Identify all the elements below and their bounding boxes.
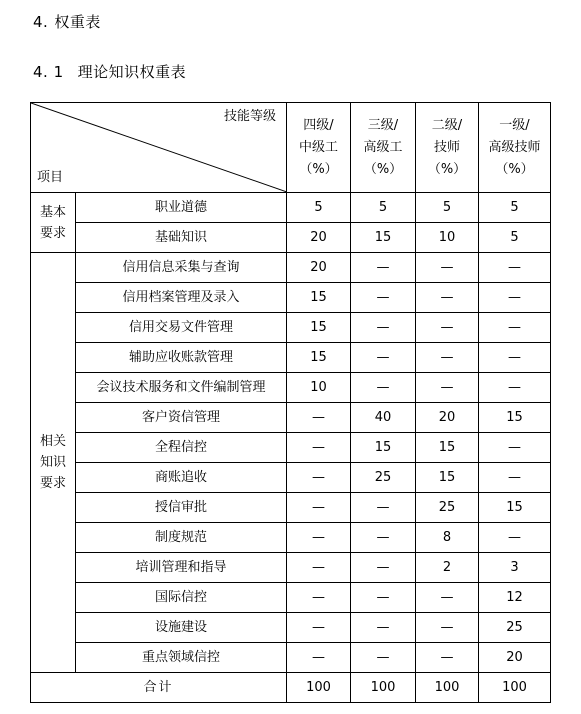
corner-header-cell: [31, 103, 287, 193]
subsection-heading: [33, 62, 186, 82]
item-cell: 培训管理和指导: [76, 553, 287, 583]
value-cell: —: [416, 613, 479, 643]
value-cell: —: [287, 643, 351, 673]
value-cell: —: [479, 523, 551, 553]
level-header-1: [287, 103, 351, 193]
table-row: [31, 463, 551, 493]
group-label-line: 基本: [39, 204, 66, 220]
value-cell: —: [351, 343, 416, 373]
total-row: [31, 673, 551, 703]
value-cell: 8: [416, 523, 479, 553]
value-cell: —: [479, 433, 551, 463]
item-cell: 重点领域信控: [76, 643, 287, 673]
value-cell: —: [416, 343, 479, 373]
item-cell: 全程信控: [76, 433, 287, 463]
value-cell: —: [351, 373, 416, 403]
item-cell: 基础知识: [76, 223, 287, 253]
level-header-line: 三级/: [367, 117, 399, 133]
table-row: [31, 433, 551, 463]
value-cell: 15: [351, 433, 416, 463]
value-cell: —: [351, 493, 416, 523]
level-header-3: [416, 103, 479, 193]
level-header-line: 二级/: [431, 117, 463, 133]
group-label-line: 要求: [39, 225, 66, 241]
table-row: [31, 523, 551, 553]
section-title: 权重表: [54, 13, 101, 31]
value-cell: —: [479, 283, 551, 313]
value-cell: —: [416, 313, 479, 343]
value-cell: —: [287, 523, 351, 553]
table-row: [31, 343, 551, 373]
item-cell: 信用交易文件管理: [76, 313, 287, 343]
value-cell: —: [287, 463, 351, 493]
value-cell: —: [351, 643, 416, 673]
level-header-line: （%）: [427, 161, 467, 177]
item-cell: 信用信息采集与查询: [76, 253, 287, 283]
table-row: [31, 373, 551, 403]
value-cell: 2: [416, 553, 479, 583]
value-cell: 3: [479, 553, 551, 583]
table-row: [31, 493, 551, 523]
group-label-line: 要求: [39, 476, 66, 491]
level-header-line: 高级工: [363, 139, 403, 155]
value-cell: —: [416, 373, 479, 403]
table-row: [31, 403, 551, 433]
value-cell: 25: [416, 493, 479, 523]
item-cell: 职业道德: [76, 193, 287, 223]
value-cell: 15: [416, 463, 479, 493]
value-cell: 10: [287, 373, 351, 403]
level-header-line: 中级工: [298, 139, 338, 155]
total-value-cell: 100: [479, 673, 551, 703]
value-cell: 5: [416, 193, 479, 223]
group-label-cell: [31, 253, 76, 673]
value-cell: —: [479, 463, 551, 493]
table-row: [31, 283, 551, 313]
total-value-cell: 100: [287, 673, 351, 703]
value-cell: —: [351, 283, 416, 313]
value-cell: 25: [351, 463, 416, 493]
value-cell: 10: [416, 223, 479, 253]
value-cell: 20: [416, 403, 479, 433]
section-number: 4.: [33, 13, 49, 31]
table-row: [31, 613, 551, 643]
value-cell: —: [287, 553, 351, 583]
value-cell: 5: [287, 193, 351, 223]
value-cell: 5: [479, 223, 551, 253]
value-cell: 20: [287, 253, 351, 283]
value-cell: —: [479, 253, 551, 283]
value-cell: —: [479, 313, 551, 343]
item-cell: 客户资信管理: [76, 403, 287, 433]
item-cell: 授信审批: [76, 493, 287, 523]
item-cell: 信用档案管理及录入: [76, 283, 287, 313]
value-cell: 12: [479, 583, 551, 613]
level-header-line: （%）: [299, 161, 338, 177]
total-value-cell: 100: [351, 673, 416, 703]
subsection-number: 4. 1: [33, 63, 64, 81]
group-label-line: 知识: [39, 455, 66, 470]
table-row: [31, 643, 551, 673]
value-cell: 40: [351, 403, 416, 433]
group-label-cell: [31, 193, 76, 253]
level-header-line: 四级/: [303, 117, 334, 133]
level-header-line: 技师: [433, 139, 460, 155]
item-cell: 设施建设: [76, 613, 287, 643]
table-row: [31, 583, 551, 613]
level-header-2: [351, 103, 416, 193]
table-header-row: [31, 103, 551, 193]
value-cell: —: [416, 583, 479, 613]
table-row: [31, 313, 551, 343]
value-cell: 20: [479, 643, 551, 673]
corner-level-label: 技能等级: [223, 109, 276, 124]
total-value-cell: 100: [416, 673, 479, 703]
value-cell: —: [351, 253, 416, 283]
table-row: [31, 553, 551, 583]
value-cell: 15: [479, 403, 551, 433]
value-cell: —: [287, 583, 351, 613]
level-header-line: （%）: [363, 161, 403, 177]
table-row: [31, 223, 551, 253]
value-cell: —: [287, 493, 351, 523]
corner-item-label: 项目: [37, 170, 64, 185]
value-cell: 15: [351, 223, 416, 253]
item-cell: 制度规范: [76, 523, 287, 553]
value-cell: —: [287, 613, 351, 643]
value-cell: —: [287, 433, 351, 463]
level-header-line: 高级技师: [488, 139, 541, 155]
value-cell: —: [351, 613, 416, 643]
item-cell: 商账追收: [76, 463, 287, 493]
level-header-line: （%）: [495, 161, 534, 177]
value-cell: —: [351, 583, 416, 613]
value-cell: —: [416, 643, 479, 673]
item-cell: 国际信控: [76, 583, 287, 613]
subsection-title: 理论知识权重表: [77, 63, 187, 81]
value-cell: —: [479, 343, 551, 373]
group-label-line: 相关: [39, 434, 66, 449]
table-row: [31, 193, 551, 223]
value-cell: —: [351, 553, 416, 583]
total-label-cell: 合计: [31, 673, 287, 703]
value-cell: 5: [351, 193, 416, 223]
weight-table: [30, 102, 551, 703]
item-cell: 会议技术服务和文件编制管理: [76, 373, 287, 403]
item-cell: 辅助应收账款管理: [76, 343, 287, 373]
value-cell: —: [287, 403, 351, 433]
value-cell: —: [351, 313, 416, 343]
value-cell: —: [479, 373, 551, 403]
section-heading: [33, 12, 101, 32]
value-cell: 15: [287, 313, 351, 343]
value-cell: —: [351, 523, 416, 553]
value-cell: —: [416, 253, 479, 283]
table-row: [31, 253, 551, 283]
value-cell: 15: [416, 433, 479, 463]
value-cell: 15: [287, 283, 351, 313]
level-header-line: 一级/: [499, 117, 530, 133]
value-cell: 15: [287, 343, 351, 373]
value-cell: 15: [479, 493, 551, 523]
value-cell: 5: [479, 193, 551, 223]
value-cell: 20: [287, 223, 351, 253]
level-header-4: [479, 103, 551, 193]
value-cell: —: [416, 283, 479, 313]
value-cell: 25: [479, 613, 551, 643]
